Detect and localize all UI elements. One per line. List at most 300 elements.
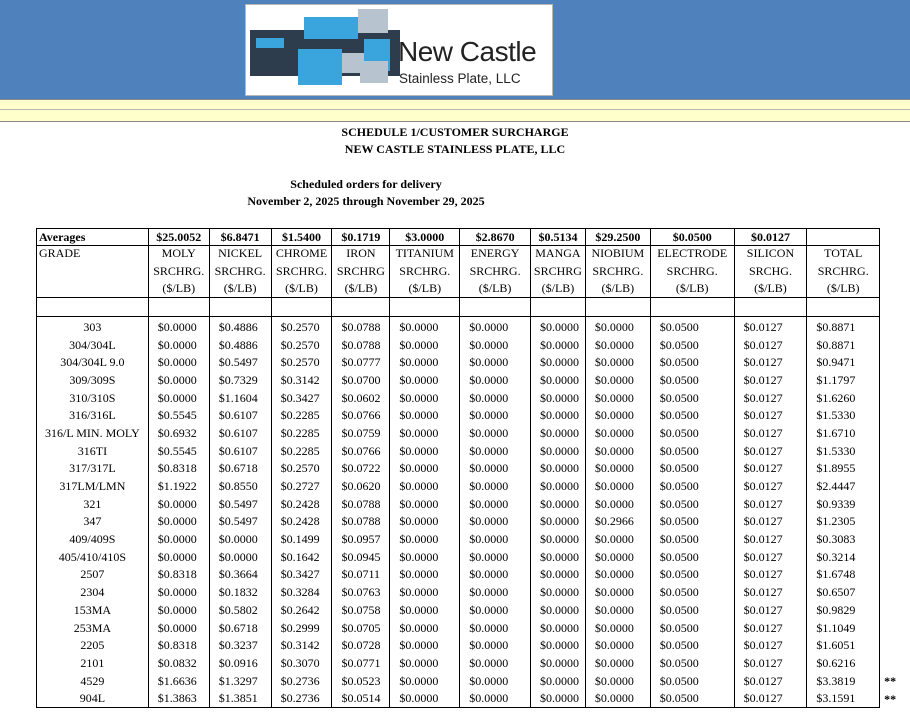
column-header-row (37, 263, 910, 280)
surcharge-value: $0.0000 (390, 654, 460, 672)
surcharge-value: $0.0000 (148, 389, 209, 407)
column-header: ($/LB) (390, 280, 460, 298)
surcharge-value: $0.0758 (332, 601, 390, 619)
surcharge-value: $0.0000 (460, 566, 531, 584)
surcharge-value: $0.0127 (734, 548, 807, 566)
surcharge-value: $0.0000 (390, 689, 460, 707)
surcharge-value: $0.0722 (332, 460, 390, 478)
surcharge-value: $0.5545 (148, 442, 209, 460)
blank-cell (734, 298, 807, 317)
total-surcharge-value: $1.6260 (807, 389, 880, 407)
surcharge-value: $0.6718 (209, 619, 271, 637)
surcharge-value: $0.5497 (209, 513, 271, 531)
surcharge-value: $0.0000 (585, 371, 650, 389)
surcharge-value: $0.0000 (148, 318, 209, 336)
column-header: SRCHRG. (209, 263, 271, 280)
total-surcharge-value: $1.6051 (807, 636, 880, 654)
footnote-mark: ** (884, 691, 897, 706)
surcharge-value: $0.0127 (734, 513, 807, 531)
surcharge-value: $0.0127 (734, 601, 807, 619)
surcharge-value: $0.0000 (585, 619, 650, 637)
surcharge-value: $0.0766 (332, 406, 390, 424)
grade-name: 405/410/410S (37, 548, 149, 566)
surcharge-value: $0.0127 (734, 654, 807, 672)
total-surcharge-value: $0.8871 (807, 336, 880, 354)
footnote-mark (880, 424, 910, 442)
grade-row (37, 672, 910, 690)
surcharge-value: $0.0000 (148, 513, 209, 531)
surcharge-value: $0.0000 (585, 530, 650, 548)
surcharge-value: $0.0127 (734, 566, 807, 584)
surcharge-value: $0.0000 (460, 460, 531, 478)
surcharge-value: $0.0728 (332, 636, 390, 654)
grade-row (37, 689, 910, 707)
surcharge-value: $0.0788 (332, 318, 390, 336)
grade-header-blank (37, 280, 149, 298)
column-header-row (37, 280, 910, 298)
surcharge-value: $0.7329 (209, 371, 271, 389)
surcharge-value: $0.0000 (530, 654, 585, 672)
total-surcharge-value: $0.9339 (807, 495, 880, 513)
grade-header-blank (37, 263, 149, 280)
surcharge-value: $0.2285 (271, 406, 332, 424)
surcharge-value: $0.2727 (271, 477, 332, 495)
surcharge-value: $0.0000 (585, 460, 650, 478)
grade-name: 2101 (37, 654, 149, 672)
surcharge-value: $0.0000 (148, 530, 209, 548)
surcharge-value: $0.0000 (585, 654, 650, 672)
surcharge-value: $0.0000 (585, 318, 650, 336)
surcharge-value: $0.0000 (390, 513, 460, 531)
surcharge-value: $0.0832 (148, 654, 209, 672)
surcharge-value: $0.6932 (148, 424, 209, 442)
surcharge-value: $0.0500 (650, 583, 734, 601)
surcharge-value: $0.0000 (148, 336, 209, 354)
surcharge-value: $0.0000 (530, 318, 585, 336)
total-surcharge-value: $1.6710 (807, 424, 880, 442)
column-header: SRCHRG. (460, 263, 531, 280)
surcharge-value: $0.0127 (734, 689, 807, 707)
grade-name: 153MA (37, 601, 149, 619)
total-surcharge-value: $1.2305 (807, 513, 880, 531)
surcharge-value: $0.0777 (332, 353, 390, 371)
surcharge-value: $0.0000 (148, 619, 209, 637)
total-surcharge-value: $1.6748 (807, 566, 880, 584)
surcharge-value: $0.0500 (650, 389, 734, 407)
column-header: ENERGY (460, 246, 531, 264)
spacer-cell (880, 229, 910, 246)
surcharge-value: $0.0127 (734, 672, 807, 690)
footnote-mark (880, 495, 910, 513)
total-surcharge-value: $1.1049 (807, 619, 880, 637)
surcharge-value: $0.0500 (650, 689, 734, 707)
grade-row (37, 548, 910, 566)
surcharge-value: $0.0000 (390, 389, 460, 407)
surcharge-value: $0.5545 (148, 406, 209, 424)
surcharge-value: $0.1499 (271, 530, 332, 548)
spacer-cell (880, 246, 910, 264)
surcharge-value: $0.0000 (148, 601, 209, 619)
total-surcharge-value: $2.4447 (807, 477, 880, 495)
surcharge-value: $0.0127 (734, 336, 807, 354)
footnote-mark (880, 548, 910, 566)
surcharge-value: $0.0000 (585, 442, 650, 460)
blank-row (37, 298, 910, 317)
surcharge-value: $0.4886 (209, 336, 271, 354)
surcharge-value: $0.0000 (460, 353, 531, 371)
surcharge-value: $0.0000 (390, 566, 460, 584)
surcharge-value: $0.2570 (271, 318, 332, 336)
footnote-mark (880, 654, 910, 672)
surcharge-value: $0.0500 (650, 530, 734, 548)
surcharge-value: $0.0000 (148, 353, 209, 371)
column-header: TITANIUM (390, 246, 460, 264)
grade-row (37, 336, 910, 354)
column-header: ($/LB) (271, 280, 332, 298)
grade-row (37, 371, 910, 389)
grade-row (37, 583, 910, 601)
surcharge-value: $0.0000 (460, 477, 531, 495)
grade-name: 253MA (37, 619, 149, 637)
surcharge-value: $0.0000 (460, 530, 531, 548)
average-value: $1.5400 (271, 229, 332, 246)
grade-row (37, 318, 910, 336)
spacer-cell (880, 298, 910, 317)
surcharge-value: $0.0000 (148, 371, 209, 389)
surcharge-value: $0.2570 (271, 336, 332, 354)
blank-cell (332, 298, 390, 317)
average-value: $0.1719 (332, 229, 390, 246)
surcharge-value: $0.0500 (650, 424, 734, 442)
total-surcharge-value: $1.1797 (807, 371, 880, 389)
grade-row (37, 424, 910, 442)
surcharge-value: $0.0000 (390, 460, 460, 478)
surcharge-value: $0.0766 (332, 442, 390, 460)
grade-name: 2507 (37, 566, 149, 584)
surcharge-value: $0.0957 (332, 530, 390, 548)
surcharge-value: $0.0000 (530, 389, 585, 407)
column-header: MOLY (148, 246, 209, 264)
blank-cell (530, 298, 585, 317)
grade-row (37, 389, 910, 407)
blank-cell (807, 298, 880, 317)
surcharge-value: $0.0000 (460, 389, 531, 407)
footnote-mark (880, 318, 910, 336)
column-header: SRCHRG. (148, 263, 209, 280)
surcharge-value: $0.0000 (530, 583, 585, 601)
column-header: ($/LB) (807, 280, 880, 298)
column-header: NIOBIUM (585, 246, 650, 264)
footnote-mark (880, 601, 910, 619)
grade-row (37, 460, 910, 478)
column-header: CHROME (271, 246, 332, 264)
surcharge-value: $0.0000 (148, 583, 209, 601)
total-surcharge-value: $3.3819 (807, 672, 880, 690)
surcharge-value: $0.0127 (734, 619, 807, 637)
surcharge-value: $0.0000 (530, 336, 585, 354)
surcharge-value: $0.0000 (390, 371, 460, 389)
surcharge-value: $1.6636 (148, 672, 209, 690)
average-value: $0.0127 (734, 229, 807, 246)
surcharge-value: $0.0000 (585, 566, 650, 584)
surcharge-value: $0.0000 (390, 583, 460, 601)
surcharge-value: $0.2570 (271, 460, 332, 478)
grade-name: 4529 (37, 672, 149, 690)
surcharge-value: $0.0500 (650, 495, 734, 513)
footnote-mark (880, 583, 910, 601)
surcharge-value: $0.0000 (530, 530, 585, 548)
surcharge-value: $0.0000 (585, 583, 650, 601)
blank-cell (390, 298, 460, 317)
grade-row (37, 530, 910, 548)
surcharge-value: $0.0000 (530, 689, 585, 707)
grade-row (37, 513, 910, 531)
surcharge-value: $0.5497 (209, 353, 271, 371)
surcharge-value: $0.0000 (460, 336, 531, 354)
total-surcharge-value: $1.8955 (807, 460, 880, 478)
surcharge-value: $0.0500 (650, 477, 734, 495)
surcharge-value: $0.0000 (148, 495, 209, 513)
blank-cell (37, 298, 149, 317)
surcharge-value: $0.0500 (650, 460, 734, 478)
surcharge-value: $0.0500 (650, 371, 734, 389)
surcharge-value: $0.0500 (650, 548, 734, 566)
surcharge-value: $0.0000 (390, 548, 460, 566)
schedule-title: SCHEDULE 1/CUSTOMER SURCHARGE (341, 125, 569, 139)
surcharge-value: $0.5802 (209, 601, 271, 619)
surcharge-value: $0.2736 (271, 689, 332, 707)
surcharge-value: $0.0000 (460, 672, 531, 690)
total-surcharge-value: $0.3214 (807, 548, 880, 566)
surcharge-value: $0.0500 (650, 353, 734, 371)
surcharge-value: $0.0000 (585, 495, 650, 513)
surcharge-value: $0.0000 (460, 654, 531, 672)
column-header: SRCHRG. (650, 263, 734, 280)
surcharge-value: $0.2736 (271, 672, 332, 690)
surcharge-value: $0.3284 (271, 583, 332, 601)
surcharge-value: $0.2285 (271, 424, 332, 442)
blank-cell (650, 298, 734, 317)
surcharge-value: $0.0500 (650, 406, 734, 424)
grade-row (37, 406, 910, 424)
grade-name: 316/L MIN. MOLY (37, 424, 149, 442)
surcharge-value: $0.3142 (271, 636, 332, 654)
surcharge-value: $0.0000 (460, 513, 531, 531)
column-header: ($/LB) (332, 280, 390, 298)
footnote-mark (880, 406, 910, 424)
surcharge-value: $0.2966 (585, 513, 650, 531)
surcharge-value: $0.0000 (530, 477, 585, 495)
average-value: $0.5134 (530, 229, 585, 246)
total-surcharge-value: $1.5330 (807, 442, 880, 460)
surcharge-value: $0.0000 (390, 601, 460, 619)
grade-row (37, 495, 910, 513)
footnote-mark (880, 336, 910, 354)
average-value: $25.0052 (148, 229, 209, 246)
surcharge-value: $0.0000 (390, 424, 460, 442)
surcharge-value: $0.0620 (332, 477, 390, 495)
average-value: $2.8670 (460, 229, 531, 246)
surcharge-value: $0.3664 (209, 566, 271, 584)
surcharge-value: $0.0000 (460, 583, 531, 601)
column-header: SRCHRG (530, 263, 585, 280)
grade-name: 316TI (37, 442, 149, 460)
period-range: November 2, 2025 through November 29, 2025 (247, 194, 485, 208)
surcharge-value: $0.0000 (530, 406, 585, 424)
surcharge-value: $0.2428 (271, 513, 332, 531)
footnote-mark (880, 460, 910, 478)
surcharge-value: $0.0000 (460, 548, 531, 566)
surcharge-value: $1.1922 (148, 477, 209, 495)
average-value (807, 229, 880, 246)
footnote-mark (880, 477, 910, 495)
grade-name: 303 (37, 318, 149, 336)
column-header: NICKEL (209, 246, 271, 264)
surcharge-value: $0.0788 (332, 513, 390, 531)
surcharge-value: $0.0000 (460, 495, 531, 513)
surcharge-value: $0.3070 (271, 654, 332, 672)
surcharge-value: $0.0000 (460, 442, 531, 460)
blank-cell (209, 298, 271, 317)
surcharge-value: $1.3851 (209, 689, 271, 707)
grade-name: 2304 (37, 583, 149, 601)
surcharge-value: $0.0000 (148, 548, 209, 566)
surcharge-value: $0.0000 (585, 672, 650, 690)
surcharge-value: $0.8550 (209, 477, 271, 495)
surcharge-value: $0.0000 (460, 601, 531, 619)
surcharge-value: $0.0602 (332, 389, 390, 407)
surcharge-value: $0.0127 (734, 460, 807, 478)
footnote-mark (880, 619, 910, 637)
total-surcharge-value: $1.5330 (807, 406, 880, 424)
surcharge-value: $0.0000 (460, 406, 531, 424)
surcharge-value: $0.0705 (332, 619, 390, 637)
surcharge-value: $0.0000 (530, 672, 585, 690)
footnote-mark (880, 353, 910, 371)
surcharge-value: $0.0000 (530, 460, 585, 478)
footnote-mark (880, 371, 910, 389)
grade-row (37, 442, 910, 460)
surcharge-value: $0.0700 (332, 371, 390, 389)
column-header: ($/LB) (460, 280, 531, 298)
company-logo (245, 4, 553, 96)
surcharge-value: $0.2570 (271, 353, 332, 371)
column-header: SRCHRG. (271, 263, 332, 280)
surcharge-value: $0.0500 (650, 636, 734, 654)
footnote-mark (880, 566, 910, 584)
blank-cell (460, 298, 531, 317)
surcharge-value: $0.0000 (390, 318, 460, 336)
surcharge-value: $0.0000 (390, 442, 460, 460)
surcharge-value: $0.8318 (148, 566, 209, 584)
surcharge-value: $0.0127 (734, 636, 807, 654)
surcharge-value: $0.0711 (332, 566, 390, 584)
average-value: $0.0500 (650, 229, 734, 246)
blank-cell (271, 298, 332, 317)
surcharge-value: $0.0000 (585, 353, 650, 371)
surcharge-value: $0.0000 (530, 548, 585, 566)
surcharge-value: $0.0000 (530, 566, 585, 584)
grade-row (37, 566, 910, 584)
averages-label: Averages (37, 229, 149, 246)
surcharge-value: $0.2428 (271, 495, 332, 513)
surcharge-value: $0.8318 (148, 636, 209, 654)
surcharge-value: $0.0127 (734, 583, 807, 601)
grade-name: 321 (37, 495, 149, 513)
footnote-mark (880, 389, 910, 407)
surcharge-value: $1.1604 (209, 389, 271, 407)
surcharge-value: $0.2642 (271, 601, 332, 619)
surcharge-value: $0.0945 (332, 548, 390, 566)
grade-name: 317LM/LMN (37, 477, 149, 495)
surcharge-value: $0.2285 (271, 442, 332, 460)
average-value: $6.8471 (209, 229, 271, 246)
total-surcharge-value: $0.8871 (807, 318, 880, 336)
column-header: MANGA (530, 246, 585, 264)
grade-name: 409/409S (37, 530, 149, 548)
average-value: $3.0000 (390, 229, 460, 246)
column-header: IRON (332, 246, 390, 264)
surcharge-value: $0.1832 (209, 583, 271, 601)
header-divider-band (0, 99, 910, 122)
surcharge-value: $0.0000 (530, 619, 585, 637)
column-header: SRCHG. (734, 263, 807, 280)
grade-name: 347 (37, 513, 149, 531)
grade-row (37, 477, 910, 495)
surcharge-value: $0.6107 (209, 406, 271, 424)
column-header: ($/LB) (650, 280, 734, 298)
surcharge-value: $0.0000 (585, 689, 650, 707)
column-header: ELECTRODE (650, 246, 734, 264)
spacer-cell (880, 280, 910, 298)
surcharge-value: $0.0500 (650, 318, 734, 336)
surcharge-value: $0.0788 (332, 495, 390, 513)
surcharge-table (36, 228, 910, 708)
surcharge-value: $1.3297 (209, 672, 271, 690)
surcharge-value: $1.3863 (148, 689, 209, 707)
surcharge-value: $0.6718 (209, 460, 271, 478)
surcharge-value: $0.0000 (390, 495, 460, 513)
period-label: Scheduled orders for delivery (290, 177, 442, 191)
surcharge-value: $0.0500 (650, 566, 734, 584)
column-header: ($/LB) (734, 280, 807, 298)
surcharge-value: $0.0500 (650, 672, 734, 690)
column-header: SRCHRG. (585, 263, 650, 280)
surcharge-value: $0.0000 (530, 601, 585, 619)
surcharge-value: $0.0000 (585, 601, 650, 619)
grade-name: 304/304L (37, 336, 149, 354)
grade-row (37, 619, 910, 637)
logo-company-subtitle: Stainless Plate, LLC (399, 71, 521, 86)
surcharge-value: $0.0500 (650, 619, 734, 637)
surcharge-value: $0.0127 (734, 406, 807, 424)
grade-name: 316/316L (37, 406, 149, 424)
surcharge-value: $0.0000 (530, 636, 585, 654)
total-surcharge-value: $0.9471 (807, 353, 880, 371)
surcharge-value: $0.0127 (734, 530, 807, 548)
surcharge-value: $0.0000 (460, 619, 531, 637)
surcharge-value: $0.0523 (332, 672, 390, 690)
surcharge-value: $0.0127 (734, 424, 807, 442)
surcharge-value: $0.6107 (209, 442, 271, 460)
column-header-row (37, 246, 910, 264)
surcharge-value: $0.0000 (209, 548, 271, 566)
surcharge-value: $0.0000 (585, 548, 650, 566)
grade-name: 2205 (37, 636, 149, 654)
footnote-mark (880, 442, 910, 460)
footnote-mark (880, 636, 910, 654)
surcharge-value: $0.0000 (460, 636, 531, 654)
